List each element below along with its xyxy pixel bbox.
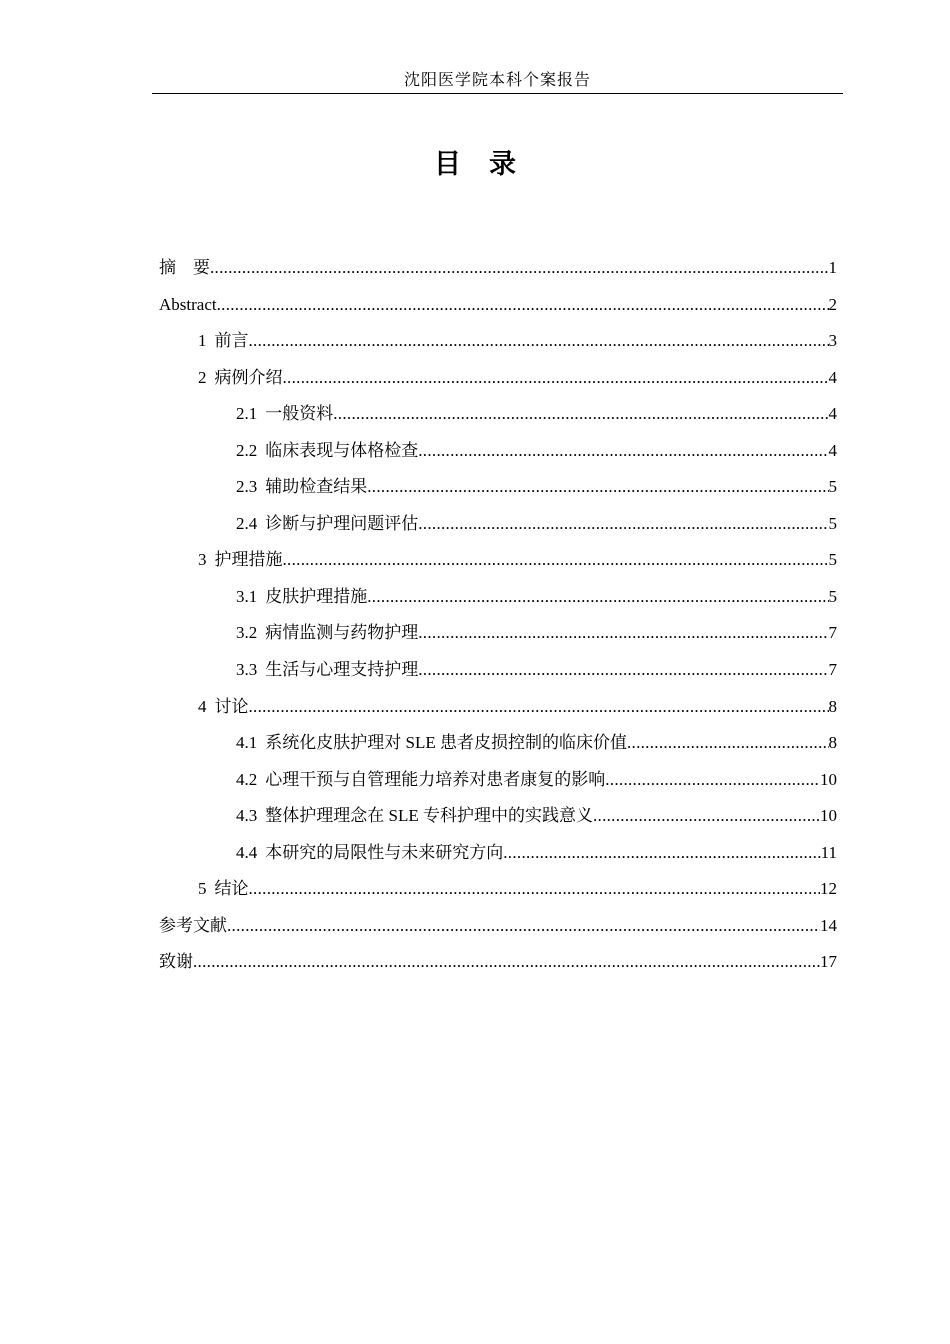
toc-entry-text: 心理干预与自管理能力培养对患者康复的影响 <box>265 769 606 789</box>
dot-leader <box>249 871 821 907</box>
toc-entry-number: 2.2 <box>236 440 258 460</box>
dot-leader <box>418 652 828 688</box>
dot-leader <box>193 944 820 980</box>
toc-entry[interactable] <box>159 433 837 470</box>
toc-entry-text: 一般资料 <box>265 404 334 424</box>
toc-entry[interactable] <box>159 944 837 981</box>
toc-entry[interactable] <box>159 798 837 835</box>
dot-leader <box>418 615 828 651</box>
toc-entry-page: 5 <box>828 477 837 497</box>
toc-entry-number: 3.1 <box>236 586 258 606</box>
toc-entry-label <box>198 323 249 359</box>
toc-entry-number: 2 <box>198 367 207 387</box>
toc-entry-text: 前言 <box>214 331 249 351</box>
toc-entry-text: 临床表现与体格检查 <box>265 440 419 460</box>
dot-leader <box>418 506 828 542</box>
toc-entry-page: 5 <box>828 513 837 533</box>
toc-entry-page: 7 <box>828 623 837 643</box>
toc-entry-page: 5 <box>828 586 837 606</box>
toc-entry-text: 病情监测与药物护理 <box>265 623 419 643</box>
toc-entry-number: 2.4 <box>236 513 258 533</box>
toc-entry-text: 病例介绍 <box>214 367 283 387</box>
toc-entry-number: 3.2 <box>236 623 258 643</box>
toc-entry[interactable] <box>159 615 837 652</box>
toc-entry-label <box>159 944 193 980</box>
toc-entry-page: 4 <box>828 440 837 460</box>
toc-entry[interactable] <box>159 908 837 945</box>
toc-entry-number: 5 <box>198 879 207 899</box>
toc-entry[interactable] <box>159 835 837 872</box>
toc-entry-page: 8 <box>828 696 837 716</box>
toc-entry-page: 17 <box>820 952 837 972</box>
dot-leader <box>605 762 820 798</box>
toc-entry-number: 4.1 <box>236 733 258 753</box>
toc-entry[interactable] <box>159 871 837 908</box>
running-header: 沈阳医学院本科个案报告 <box>403 72 591 89</box>
toc-entry-number: 3 <box>198 550 207 570</box>
toc-entry-label <box>236 652 418 688</box>
toc-entry-label <box>198 871 249 907</box>
toc-entry[interactable] <box>159 762 837 799</box>
dot-leader <box>503 835 820 871</box>
toc-entry-page: 1 <box>828 258 837 277</box>
dot-leader <box>367 469 828 505</box>
toc-entry-page: 10 <box>820 769 837 789</box>
toc-entry-label <box>236 433 418 469</box>
toc-entry-page: 14 <box>820 915 837 935</box>
dot-leader <box>593 798 820 834</box>
toc-entry-text: 摘 要 <box>159 258 210 277</box>
toc-entry-label <box>198 360 283 396</box>
toc-entry-label <box>236 762 605 798</box>
toc-entry-number: 3.3 <box>236 660 258 680</box>
toc-entry-label <box>236 725 627 761</box>
toc-entry-page: 10 <box>820 806 837 826</box>
toc-entry[interactable] <box>159 469 837 506</box>
toc-entry-text: 皮肤护理措施 <box>265 586 368 606</box>
dot-leader <box>367 579 828 615</box>
toc-entry-label <box>236 798 593 834</box>
dot-leader <box>333 396 828 432</box>
table-of-contents <box>159 250 837 981</box>
toc-entry-label <box>236 579 367 615</box>
dot-leader <box>249 323 829 359</box>
toc-entry[interactable] <box>159 579 837 616</box>
dot-leader <box>418 433 828 469</box>
toc-entry[interactable] <box>159 287 837 324</box>
toc-entry-text: 护理措施 <box>214 550 283 570</box>
toc-entry-text: 辅助检查结果 <box>265 477 368 497</box>
toc-entry-text: Abstract <box>159 294 217 314</box>
header-rule <box>152 93 843 94</box>
dot-leader <box>249 689 829 725</box>
toc-entry-label <box>236 506 418 542</box>
toc-entry-page: 11 <box>820 842 837 862</box>
toc-entry[interactable] <box>159 396 837 433</box>
toc-entry[interactable] <box>159 652 837 689</box>
toc-entry-text: 生活与心理支持护理 <box>265 660 419 680</box>
toc-entry[interactable] <box>159 725 837 762</box>
dot-leader <box>627 725 829 761</box>
toc-entry-page: 3 <box>828 331 837 351</box>
toc-entry-text: 整体护理理念在 SLE 专科护理中的实践意义 <box>265 806 593 826</box>
dot-leader <box>210 250 829 286</box>
toc-entry[interactable] <box>159 323 837 360</box>
toc-entry-text: 讨论 <box>214 696 249 716</box>
toc-entry-label <box>159 908 227 944</box>
toc-entry-number: 1 <box>198 331 207 351</box>
toc-entry-text: 致谢 <box>159 952 193 972</box>
toc-entry-page: 4 <box>828 367 837 387</box>
toc-entry-label <box>198 689 249 725</box>
toc-entry-label <box>236 396 333 432</box>
toc-entry-label <box>159 287 217 323</box>
toc-entry-label <box>236 469 367 505</box>
toc-entry[interactable] <box>159 250 837 287</box>
toc-entry-text: 结论 <box>214 879 249 899</box>
toc-entry-number: 4.3 <box>236 806 258 826</box>
toc-entry[interactable] <box>159 542 837 579</box>
toc-entry-label <box>236 615 418 651</box>
dot-leader <box>283 360 829 396</box>
toc-entry-text: 本研究的局限性与未来研究方向 <box>265 842 504 862</box>
toc-entry-text: 诊断与护理问题评估 <box>265 513 419 533</box>
toc-entry-page: 12 <box>820 879 837 899</box>
toc-entry[interactable] <box>159 506 837 543</box>
toc-entry-number: 4.2 <box>236 769 258 789</box>
toc-entry-page: 7 <box>828 660 837 680</box>
toc-entry[interactable] <box>159 360 837 397</box>
toc-entry-label <box>159 250 210 286</box>
toc-entry-number: 2.3 <box>236 477 258 497</box>
toc-entry[interactable] <box>159 689 837 726</box>
dot-leader <box>283 542 829 578</box>
toc-entry-page: 8 <box>828 733 837 753</box>
toc-entry-number: 4 <box>198 696 207 716</box>
toc-entry-number: 2.1 <box>236 404 258 424</box>
toc-entry-label <box>198 542 283 578</box>
toc-entry-page: 2 <box>828 294 837 314</box>
toc-entry-number: 4.4 <box>236 842 258 862</box>
toc-entry-text: 参考文献 <box>159 915 227 935</box>
toc-title: 目录 <box>434 149 544 180</box>
toc-entry-text: 系统化皮肤护理对 SLE 患者皮损控制的临床价值 <box>265 733 627 753</box>
dot-leader <box>227 908 820 944</box>
toc-entry-page: 4 <box>828 404 837 424</box>
dot-leader <box>217 287 829 323</box>
toc-entry-page: 5 <box>828 550 837 570</box>
toc-entry-label <box>236 835 503 871</box>
